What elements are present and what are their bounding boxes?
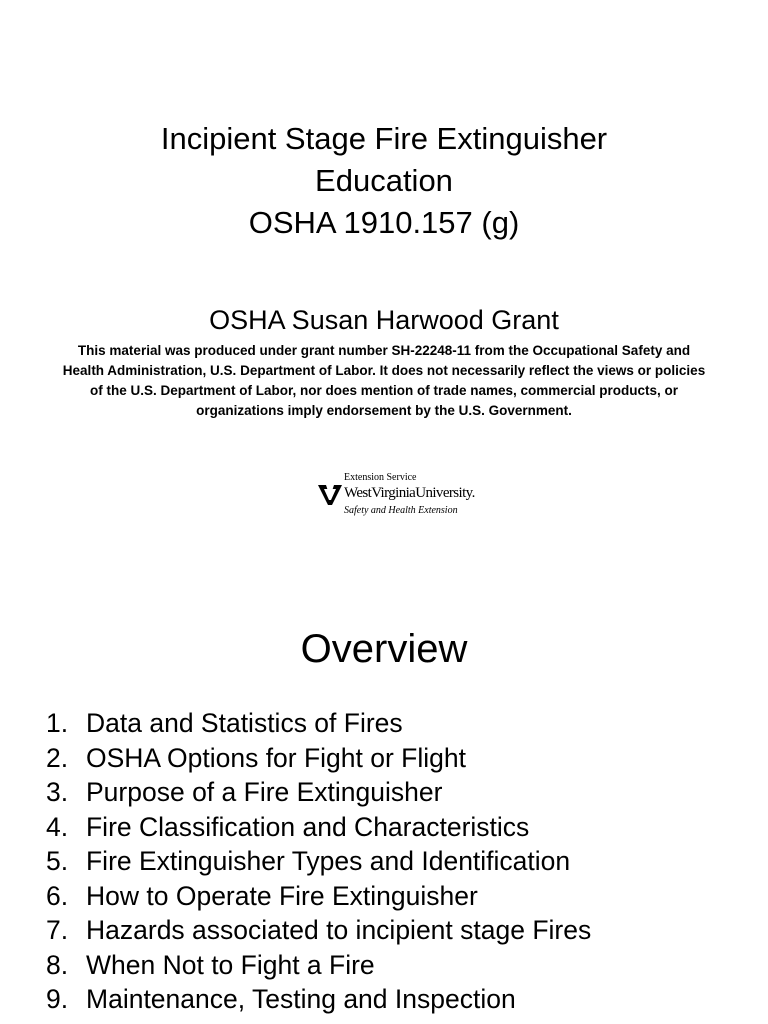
list-item-number: 9. xyxy=(46,984,69,1014)
overview-title: Overview xyxy=(300,627,468,671)
list-item xyxy=(46,879,591,914)
list-item-number: 8. xyxy=(46,949,69,980)
grant-subtitle: OSHA Susan Harwood Grant xyxy=(209,305,559,335)
list-item-text: Hazards associated to incipient stage Fires xyxy=(86,915,592,945)
list-item-number: 3. xyxy=(46,777,69,807)
title-line-1: Incipient Stage Fire Extinguisher xyxy=(160,121,608,156)
logo-extension-service-text: Extension Service xyxy=(344,472,417,483)
list-item xyxy=(46,844,591,879)
list-item xyxy=(46,741,591,776)
logo-university-text: WestVirginiaUniversity. xyxy=(344,485,475,501)
list-item-number: 2. xyxy=(46,742,69,773)
title-line-3: OSHA 1910.157 (g) xyxy=(248,205,520,240)
list-item xyxy=(46,775,591,810)
list-item xyxy=(46,982,591,1017)
overview-slide xyxy=(0,580,768,1024)
list-item-text: Fire Extinguisher Types and Identification xyxy=(86,846,571,876)
grant-disclaimer: This material was produced under grant number SH-22248-11 from the Occupational Safety and Health Administration, U.S. Department of Labor. It does not necessarily reflect the views or policies of the U.S. Department of Labor, nor does mention of trade names, commercial products, or organizations imply endorsement by the U.S. Government. xyxy=(62,343,706,418)
list-item-number: 1. xyxy=(46,708,69,738)
list-item xyxy=(46,810,591,845)
list-item xyxy=(46,948,591,983)
list-item-number: 7. xyxy=(46,915,69,945)
list-item xyxy=(46,913,591,948)
flying-wv-icon xyxy=(318,483,344,507)
list-item-text: OSHA Options for Fight or Flight xyxy=(86,742,466,773)
list-item-text: How to Operate Fire Extinguisher xyxy=(86,880,478,911)
list-item-text: Data and Statistics of Fires xyxy=(86,708,403,738)
logo-safety-text: Safety and Health Extension xyxy=(344,505,458,516)
list-item xyxy=(46,706,591,741)
wvu-extension-logo xyxy=(318,470,478,522)
list-item-text: When Not to Fight a Fire xyxy=(86,949,375,980)
list-item-text: Purpose of a Fire Extinguisher xyxy=(86,777,443,807)
overview-list xyxy=(46,706,591,1017)
list-item-text: Fire Classification and Characteristics xyxy=(86,811,530,842)
list-item-number: 6. xyxy=(46,880,69,911)
list-item-number: 4. xyxy=(46,811,69,842)
list-item-text: Maintenance, Testing and Inspection xyxy=(86,984,516,1014)
slide-title xyxy=(0,118,768,244)
title-line-2: Education xyxy=(315,163,453,198)
list-item-number: 5. xyxy=(46,846,69,876)
